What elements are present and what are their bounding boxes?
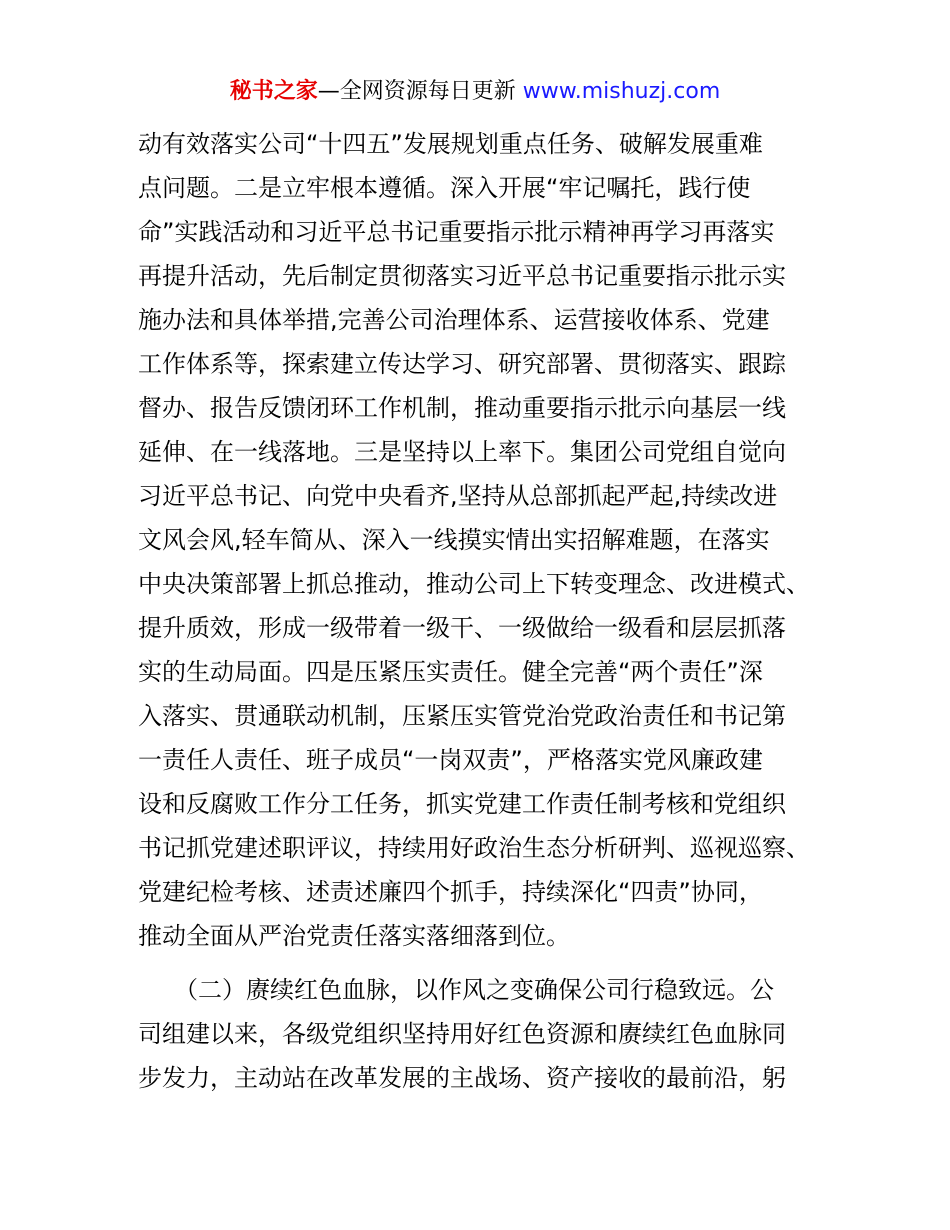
header-brand: 秘书之家	[229, 79, 318, 104]
text-line: 提升质效，形成一级带着一级干、一级做给一级看和层层抓落	[138, 614, 786, 642]
text-line: 司组建以来，各级党组织坚持用好红色资源和赓续红色血脉同	[138, 1020, 786, 1048]
text-line: 入落实、贯通联动机制，压紧压实管党治党政治责任和书记第	[138, 702, 786, 730]
paragraph-1	[138, 122, 828, 958]
text-line: 督办、报告反馈闭环工作机制，推动重要指示批示向基层一线	[138, 394, 786, 422]
text-line: 施办法和具体举措,完善公司治理体系、运营接收体系、党建	[138, 306, 770, 334]
text-line: 文风会风,轻车简从、深入一线摸实情出实招解难题，在落实	[138, 526, 770, 554]
document-body	[138, 122, 828, 1100]
paragraph-2	[138, 968, 828, 1100]
page-header	[0, 76, 950, 108]
text-line: 党建纪检考核、述责述廉四个抓手，持续深化“四责”协同，	[138, 878, 763, 906]
text-line: 步发力，主动站在改革发展的主战场、资产接收的最前沿，躬	[138, 1064, 786, 1092]
text-line: 再提升活动，先后制定贯彻落实习近平总书记重要指示批示实	[138, 262, 786, 290]
header-tagline: —全网资源每日更新	[317, 79, 523, 104]
text-line: 动有效落实公司“十四五”发展规划重点任务、破解发展重难	[138, 130, 763, 158]
header-url[interactable]: www.mishuzj.com	[522, 79, 721, 104]
text-line: 实的生动局面。四是压紧压实责任。健全完善“两个责任”深	[138, 658, 763, 686]
text-line: 命”实践活动和习近平总书记重要指示批示精神再学习再落实	[138, 218, 775, 246]
text-line: （二）赓续红色血脉，以作风之变确保公司行稳致远。公	[138, 976, 774, 1004]
text-line: 一责任人责任、班子成员“一岗双责”，严格落实党风廉政建	[138, 746, 763, 774]
text-line: 设和反腐败工作分工任务，抓实党建工作责任制考核和党组织	[138, 790, 786, 818]
text-line: 延伸、在一线落地。三是坚持以上率下。集团公司党组自觉向	[138, 438, 786, 466]
text-line: 中央决策部署上抓总推动，推动公司上下转变理念、改进模式、	[138, 570, 810, 598]
paragraph-gap	[138, 958, 828, 968]
text-line: 工作体系等，探索建立传达学习、研究部署、贯彻落实、跟踪	[138, 350, 786, 378]
text-line: 习近平总书记、向党中央看齐,坚持从总部抓起严起,持续改进	[138, 482, 778, 510]
text-line: 推动全面从严治党责任落实落细落到位。	[138, 922, 570, 950]
text-line: 点问题。二是立牢根本遵循。深入开展“牢记嘱托，践行使	[138, 174, 751, 202]
text-line: 书记抓党建述职评议，持续用好政治生态分析研判、巡视巡察、	[138, 834, 810, 862]
